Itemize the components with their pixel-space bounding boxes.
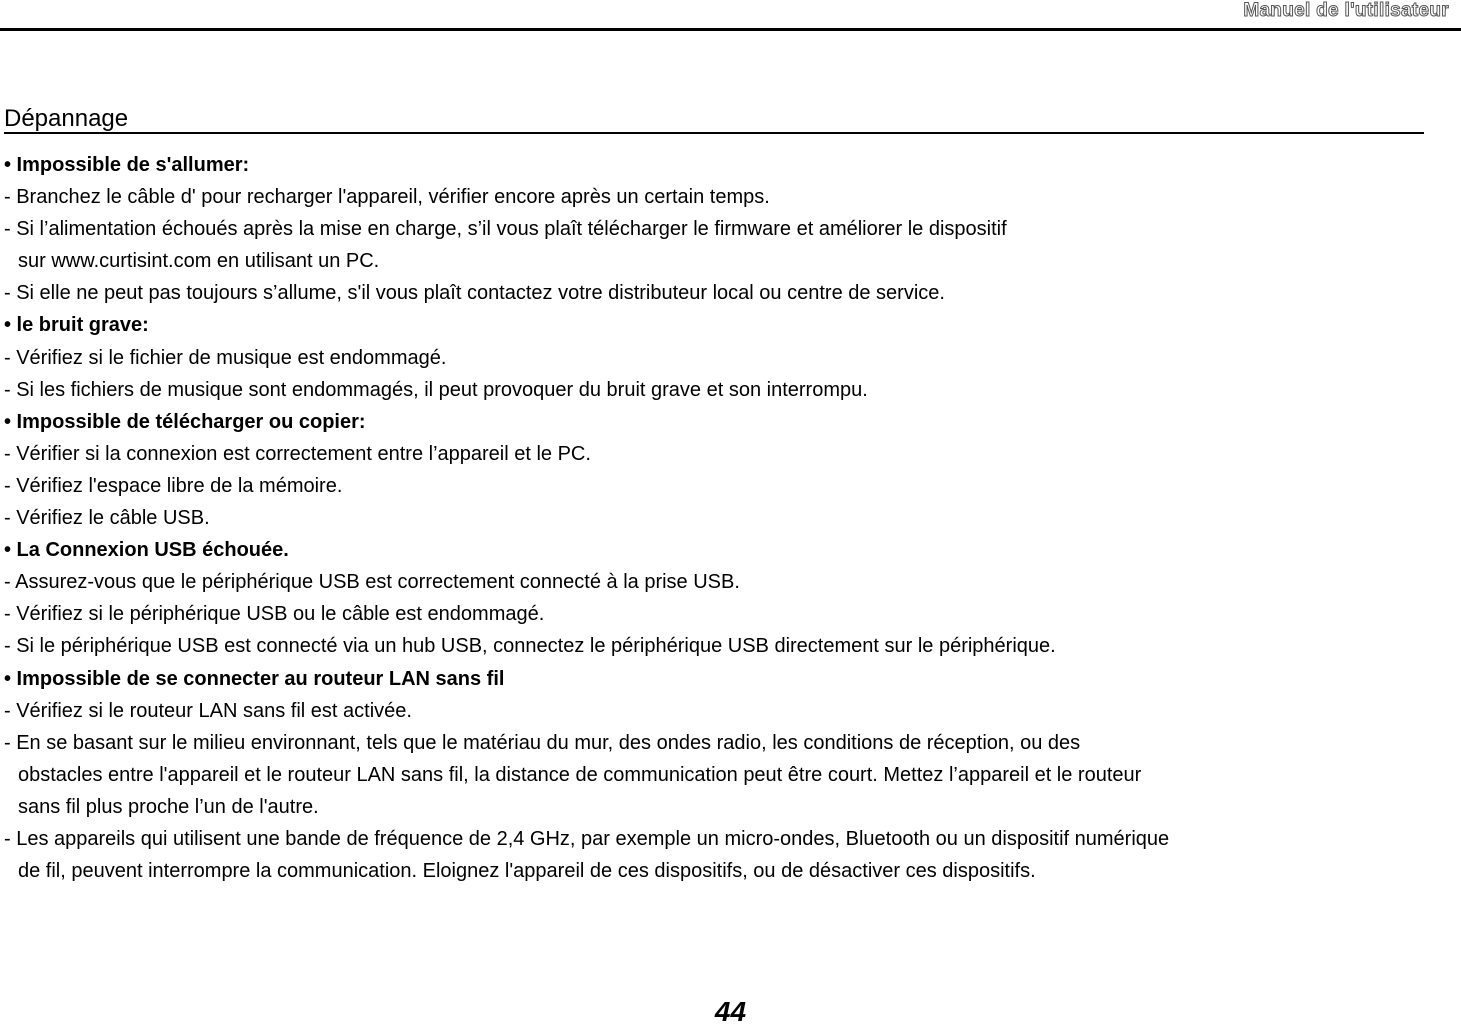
section-title: Dépannage: [4, 104, 1424, 134]
solution-continuation: sur www.curtisint.com en utilisant un PC.: [18, 250, 380, 273]
solution-item: - Si le périphérique USB est connecté via un hub USB, connectez le périphérique USB directement sur le périphérique.: [4, 635, 1056, 658]
problem-heading: • Impossible de télécharger ou copier:: [4, 410, 366, 433]
solution-item: - Vérifiez si le routeur LAN sans fil est activée.: [4, 699, 412, 722]
page-number: 44: [714, 996, 747, 1027]
solution-item: - Vérifiez le câble USB.: [4, 507, 210, 530]
solution-item: - Vérifiez si le fichier de musique est endommagé.: [4, 346, 447, 369]
solution-item: - Si les fichiers de musique sont endommagés, il peut provoquer du bruit grave et son interrompu.: [4, 378, 868, 401]
solution-item: - Vérifiez si le périphérique USB ou le câble est endommagé.: [4, 603, 545, 626]
solution-item: - Vérifier si la connexion est correctement entre l’appareil et le PC.: [4, 442, 591, 465]
solution-item: - Assurez-vous que le périphérique USB est correctement connecté à la prise USB.: [4, 571, 740, 594]
solution-continuation: sans fil plus proche l’un de l'autre.: [18, 795, 319, 818]
solution-item: - Vérifiez l'espace libre de la mémoire.: [4, 474, 343, 497]
header-divider: [0, 28, 1461, 31]
solution-item: - Si l’alimentation échoués après la mise en charge, s’il vous plaît télécharger le firmware et améliorer le dispositif: [4, 218, 1007, 241]
header-title: Manuel de l'utilisateur: [1243, 0, 1449, 21]
solution-item: - Si elle ne peut pas toujours s’allume, s'il vous plaît contactez votre distributeur local ou centre de service.: [4, 282, 945, 305]
problem-heading: • La Connexion USB échouée.: [4, 539, 289, 562]
problem-heading: • Impossible de se connecter au routeur LAN sans fil: [4, 667, 505, 690]
problem-heading: • Impossible de s'allumer:: [4, 154, 250, 176]
solution-item: - Branchez le câble d' pour recharger l'appareil, vérifier encore après un certain temps.: [4, 186, 770, 209]
solution-item: - Les appareils qui utilisent une bande de fréquence de 2,4 GHz, par exemple un micro-ondes, Bluetooth ou un dispositif numérique: [4, 827, 1170, 850]
solution-continuation: de fil, peuvent interrompre la communication. Eloignez l'appareil de ces dispositifs, ou de désactiver ces dispositifs.: [18, 860, 1036, 883]
troubleshooting-content: [4, 149, 1459, 887]
solution-item: - En se basant sur le milieu environnant, tels que le matériau du mur, des ondes radio, les conditions de réception, ou des: [4, 731, 1081, 754]
problem-heading: • le bruit grave:: [4, 314, 149, 337]
solution-continuation: obstacles entre l'appareil et le routeur LAN sans fil, la distance de communication peut être court. Mettez l’appareil et le routeur: [18, 763, 1142, 786]
